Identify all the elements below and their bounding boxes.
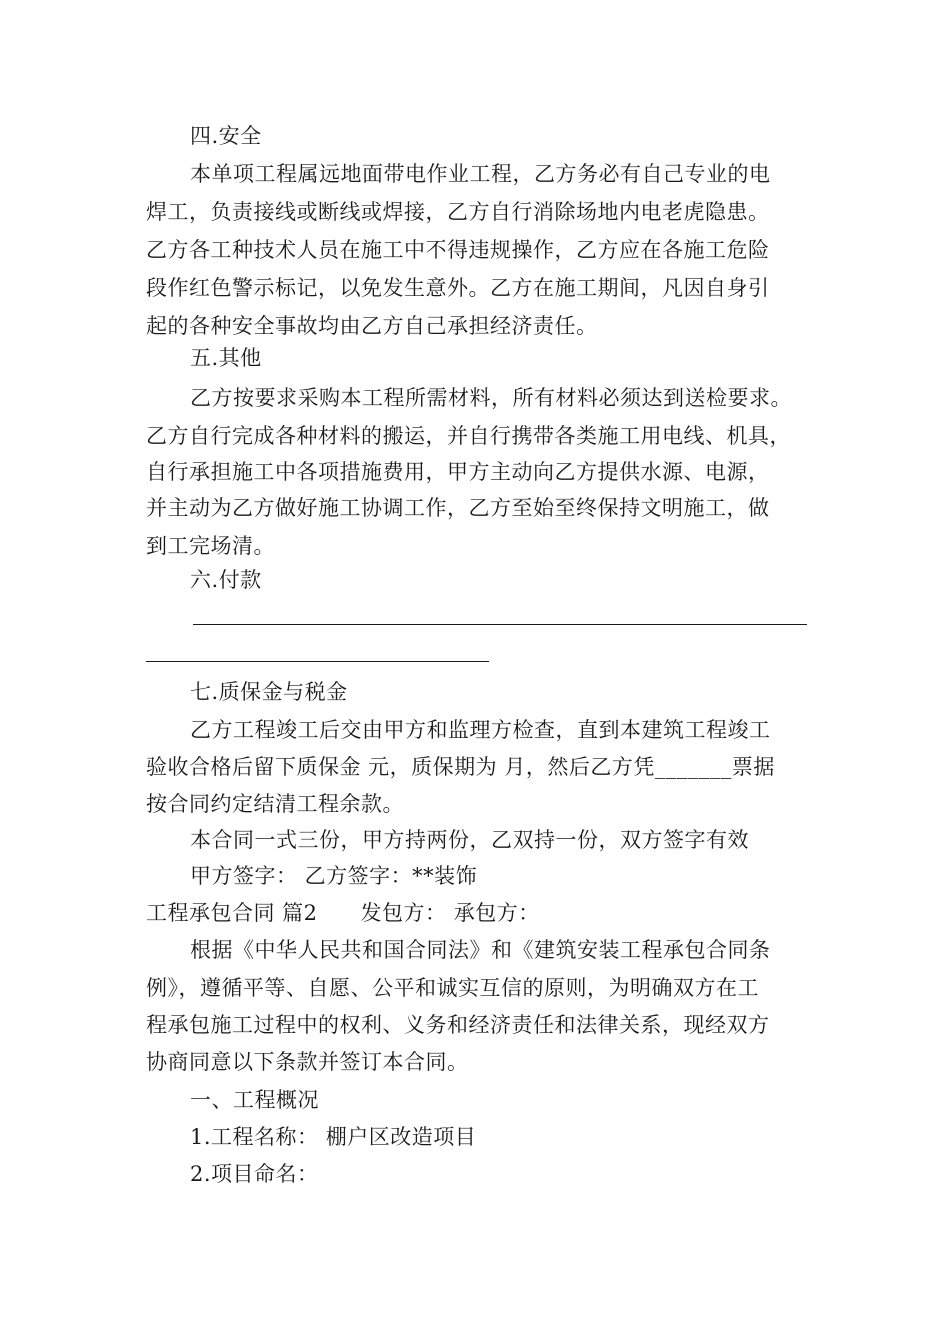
paragraph-line: 例》，遵循平等、自愿、公平和诚实互信的原则，为明确双方在工 [146, 976, 759, 1000]
paragraph-line: 协商同意以下条款并签订本合同。 [146, 1050, 469, 1074]
paragraph-line: 根据《中华人民共和国合同法》和《建筑安装工程承包合同条 [190, 938, 771, 962]
blank-fill-line [146, 661, 489, 662]
paragraph-line: 自行承担施工中各项措施费用，甲方主动向乙方提供水源、电源， [146, 460, 770, 484]
paragraph-line: 乙方按要求采购本工程所需材料，所有材料必须达到送检要求。 [190, 386, 792, 410]
section-heading-overview: 一、工程概况 [190, 1088, 319, 1112]
blank-fill-line [193, 624, 807, 625]
paragraph-line: 按合同约定结清工程余款。 [146, 792, 404, 816]
paragraph-line: 乙方各工种技术人员在施工中不得违规操作，乙方应在各施工危险 [146, 238, 770, 262]
paragraph-line: 程承包施工过程中的权利、义务和经济责任和法律关系，现经双方 [146, 1013, 770, 1037]
paragraph-line: 到工完场清。 [146, 534, 275, 558]
section-heading-safety: 四.安全 [190, 124, 262, 148]
paragraph-line: 并主动为乙方做好施工协调工作，乙方至始至终保持文明施工，做 [146, 496, 770, 520]
section-heading-warranty-tax: 七.质保金与税金 [190, 680, 348, 704]
list-item: 1.工程名称： 棚户区改造项目 [190, 1125, 477, 1149]
paragraph-line: 验收合格后留下质保金 元，质保期为 月，然后乙方凭_______票据 [146, 755, 775, 779]
paragraph-line: 乙方自行完成各种材料的搬运，并自行携带各类施工用电线、机具， [146, 424, 791, 448]
paragraph-line: 本合同一式三份，甲方持两份，乙双持一份，双方签字有效 [190, 828, 749, 852]
paragraph-line: 焊工，负责接线或断线或焊接，乙方自行消除场地内电老虎隐患。 [146, 200, 770, 224]
section-heading-payment: 六.付款 [190, 568, 262, 592]
section-heading-other: 五.其他 [190, 346, 262, 370]
list-item: 2.项目命名： [190, 1162, 319, 1186]
signature-line: 甲方签字： 乙方签字：**装饰 [190, 864, 478, 888]
paragraph-line: 段作红色警示标记，以免发生意外。乙方在施工期间，凡因自身引 [146, 276, 770, 300]
paragraph-line: 本单项工程属远地面带电作业工程，乙方务必有自己专业的电 [190, 162, 771, 186]
contract-title-line: 工程承包合同 篇2 发包方： 承包方： [146, 901, 540, 925]
paragraph-line: 起的各种安全事故均由乙方自己承担经济责任。 [146, 314, 598, 338]
paragraph-line: 乙方工程竣工后交由甲方和监理方检查，直到本建筑工程竣工 [190, 718, 771, 742]
